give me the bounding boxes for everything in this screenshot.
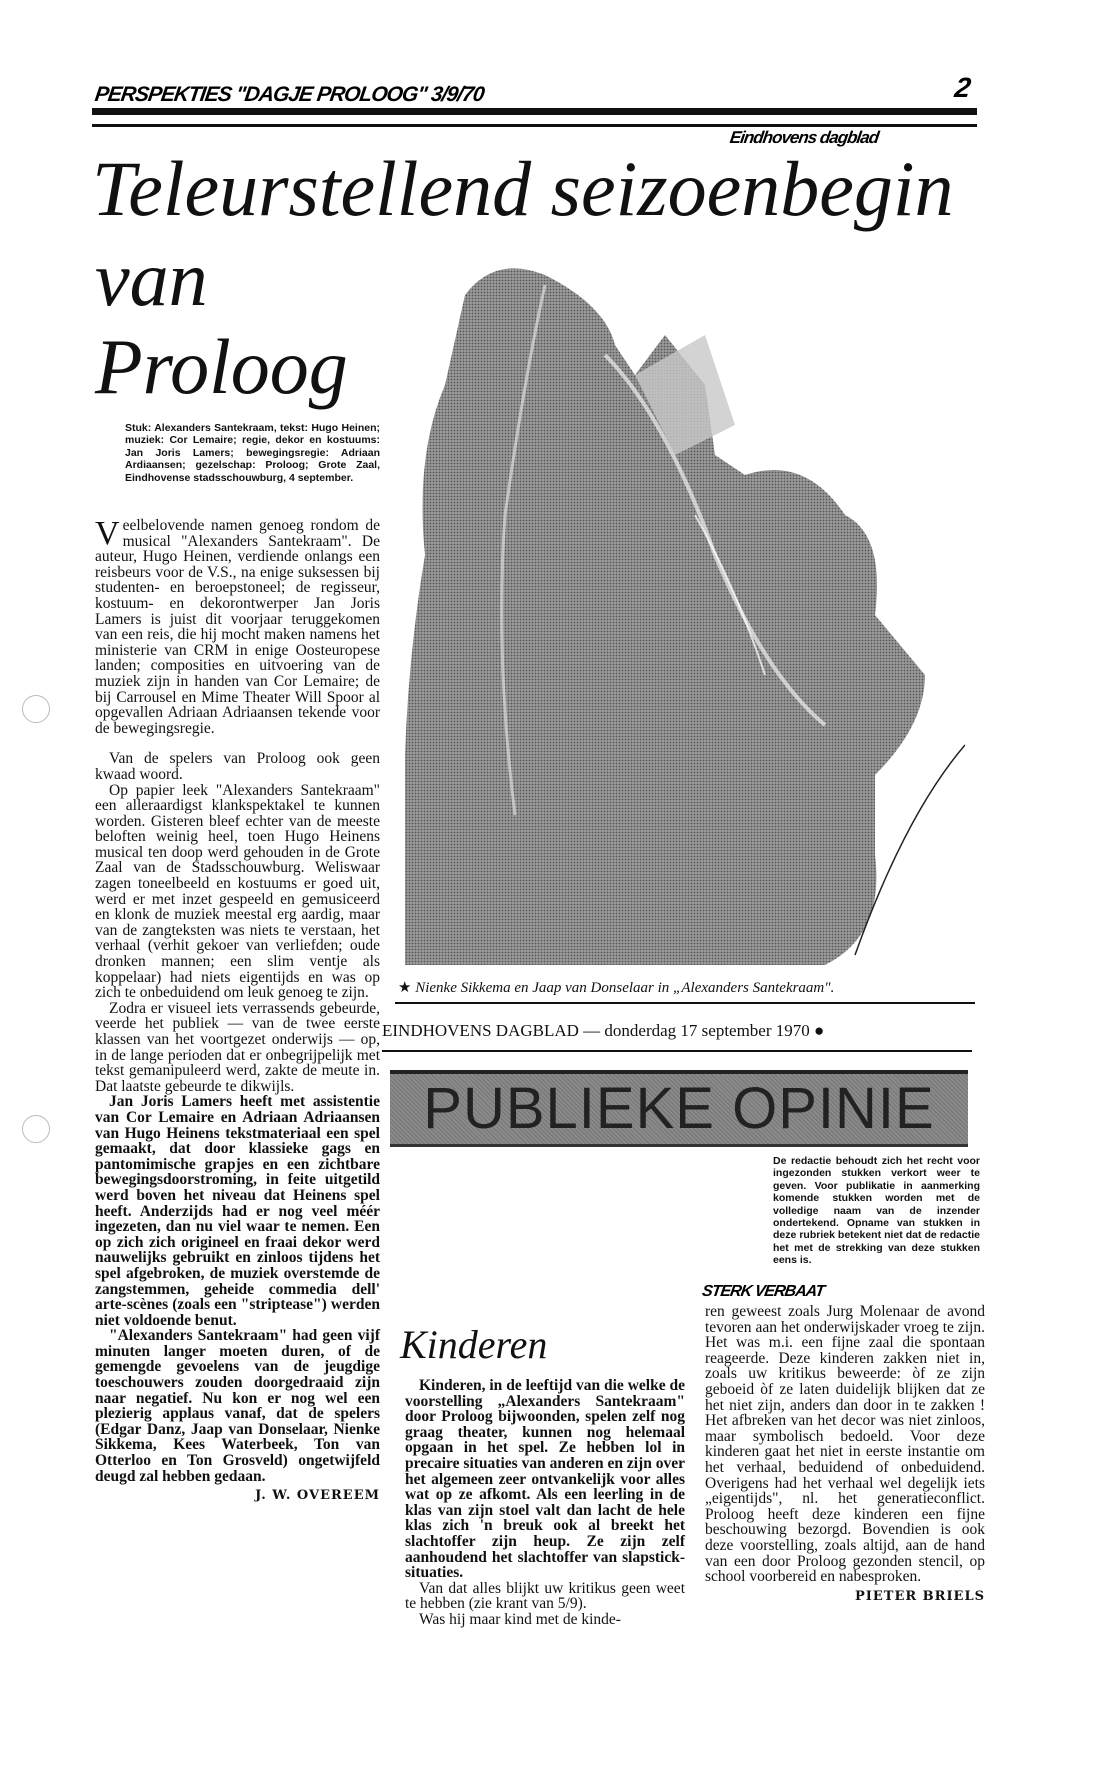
headline-line-2: van bbox=[95, 235, 208, 322]
letter-author: PIETER BRIELS bbox=[855, 1588, 985, 1604]
letter-column-left bbox=[405, 1378, 685, 1628]
review-paragraph: Op papier leek "Alexanders Santekraam" een alleraardigst klankspektakel te kunnen worden. Gisteren bleef echter van de meeste beloften weinig heel, toen Hugo Heinens musical ten doop werd gehouden in de Grote Zaal van de Stadsschouwburg. Weliswaar zagen toneelbeeld en kostuums er goed uit, werd er met inzet gespeeld en gemusiceerd en klonk de muziek meestal erg aardig, maar van de zangteksten was niets te verstaan, het verhaal (verhit gekoer van verliefden; oude dronken mannen; een slim ventje als koppelaar) had niets eigentijds en was op zich te onbeduidend om leuk genoeg te zijn. bbox=[95, 781, 380, 1002]
review-paragraph: Zodra er visueel iets verrassends gebeurde, veerde het publiek — van de twee eerste klassen van het voortgezet onderwijs — op, in de lange perioden dat er onbegrijpelijk met tekst gemanipuleerd werd, zakte de meute in. Dat laatste gebeurde te dikwijls. bbox=[95, 999, 380, 1095]
source-handwriting: Eindhovens dagblad bbox=[728, 128, 880, 147]
headline-line-1: Teleurstellend seizoenbegin bbox=[92, 145, 954, 232]
dateline-rule bbox=[382, 1050, 972, 1052]
letter-column-right bbox=[705, 1304, 985, 1604]
publieke-opinie-banner bbox=[390, 1070, 968, 1147]
punch-hole bbox=[22, 695, 50, 723]
header-rule-thin bbox=[92, 124, 977, 127]
caption-text: Nienke Sikkema en Jaap van Donselaar in „Alexanders Santekraam". bbox=[415, 980, 835, 996]
review-column bbox=[95, 515, 380, 1504]
letter-paragraph: ren geweest zoals Jurg Molenaar de avond tevoren aan het onderwijskader vroeg te zijn. Het was m.i. een fijne zaal die spontaan reageerde. Deze kinderen zakken niet in, zoals uw kritikus beweerde: òf ze zijn geboeid òf ze laten duidelijk blijken dat ze het niet zijn, anders dan door in te zakken ! Het afbreken van het decor was niet zinloos, maar symbolisch bedoeld. Voor deze kinderen gaat het niet in eerste instantie om het verhaal, beduidend of onbeduidend. Overigens had het verhaal wel degelijk iets „eigentijds", nl. het generatieconflict. Proloog heeft deze kinderen een fijne beschouwing bezorgd. Bovendien is ook deze voorstelling, zoals altijd, aan de hand van een door Proloog gezonden stencil, op school voorbereid en nabesproken. bbox=[705, 1303, 985, 1586]
star-icon: ★ bbox=[398, 980, 412, 996]
letter-heading: Kinderen bbox=[400, 1322, 548, 1367]
review-paragraph: eelbelovende namen genoeg rondom de musical "Alexanders Santekraam". De auteur, Hugo Heinen, verdiende onlangs een reisbeurs voor de V.S., na enige suksessen bij studenten- en beroepstoneel; de regisseur, kostuum- en dekorontwerper Jan Joris Lamers is juist dit voorjaar teruggekomen van een reis, die hij mocht maken namens het ministerie van CRM in enige Oosteuropese landen; composities en uitvoering van de muziek zijn in handen van Cor Lemaire; de bij Carrousel en Mime Theater Will Spoor al opgevallen Adriaan Adriaansen tekende voor de bewegingsregie. bbox=[95, 517, 380, 737]
production-credits: Stuk: Alexanders Santekraam, tekst: Hugo Heinen; muziek: Cor Lemaire; regie, dekor en kostuums: Jan Joris Lamers; bewegingsregie: Adriaan Ardiaansen; gezelschap: Proloog; Grote Zaal, Eindhovense stadsschouwburg, 4 september. bbox=[125, 422, 380, 484]
banner-title: PUBLIEKE OPINIE bbox=[423, 1076, 935, 1141]
letter-paragraph: Was hij maar kind met de kinde- bbox=[419, 1610, 621, 1628]
review-paragraph: Jan Joris Lamers heeft met assistentie van Cor Lemaire en Adriaan Adriaansen van Hugo Heinens tekstmateriaal een spel gemaakt, dat door klassieke gags en pantomimische grapjes en een zichtbare bewegingsdoorstroming, in feite uitgetild werd boven het niveau dat Heinens spel heeft. Anderzijds had er nog veel méér ingezeten, dan nu viel waar te nemen. Een op zich zich origineel en fraai dekor werd nauwelijks gebruikt en zinloos tijdens het spel afgebroken, de muziek overstemde de zangstemmen, geheide commedia dell' arte-scènes (zoals een "striptease") werden niet voldoende benut. bbox=[95, 1093, 380, 1329]
review-author: J. W. OVEREEM bbox=[255, 1488, 380, 1504]
drop-cap: V bbox=[95, 515, 120, 552]
letter-paragraph: Kinderen, in de leeftijd van die welke de voorstelling „Alexanders Santekraam" door Proloog bijwoonden, spelen zelf nog graag theater, kunnen nog helemaal opgaan in het spel. Ze hebben lol in precaire situaties van anderen en zijn over het algemeen zeer ontvankelijk voor alles wat op ze afkomt. Als een leerling in de klas van zijn stoel valt dan lacht de hele klas zich 'n breuk ook al breekt het slachtoffer zijn heup. Ze zijn zelf aanhoudend het slachtoffer van slapstick-situaties. bbox=[405, 1377, 685, 1582]
review-paragraph: Van de spelers van Proloog ook geen kwaad woord. bbox=[95, 750, 380, 783]
photo-caption bbox=[398, 979, 834, 997]
column-handwriting: STERK VERBAAT bbox=[700, 1283, 826, 1300]
production-photo bbox=[405, 255, 965, 970]
letter-paragraph: Van dat alles blijkt uw kritikus geen weet te hebben (zie krant van 5/9). bbox=[405, 1579, 685, 1613]
dateline: EINDHOVENS DAGBLAD — donderdag 17 september 1970 ● bbox=[382, 1021, 825, 1040]
headline-line-3: Proloog bbox=[95, 323, 348, 410]
punch-hole bbox=[22, 1115, 50, 1143]
page-mark: 2 bbox=[952, 72, 972, 103]
review-paragraph: "Alexanders Santekraam" had geen vijf minuten langer moeten duren, of de gemengde gevoelens van de jeugdige toeschouwers zouden doorgedraaid zijn naar negatief. Nu kon er nog wel een plezierig applaus vanaf, dat de spelers (Edgar Danz, Jaap van Donselaar, Nienke Sikkema, Kees Waterbeek, Ton van Otterloo en Ton Grosveld) ongetwijfeld deugd zal hebben gedaan. bbox=[95, 1327, 380, 1485]
header-rule-thick bbox=[92, 108, 977, 115]
caption-rule bbox=[395, 1002, 975, 1004]
handwritten-header: PERSPEKTIES "DAGJE PROLOOG" 3/9/70 bbox=[93, 83, 486, 106]
editor-note: De redactie behoudt zich het recht voor ingezonden stukken verkort weer te geven. Voor publikatie in aanmerking komende stukken worden met de volledige naam van de inzender ondertekend. Opname van stukken in deze rubriek betekent niet dat de redactie het met de strekking van deze stukken eens is. bbox=[773, 1155, 980, 1267]
